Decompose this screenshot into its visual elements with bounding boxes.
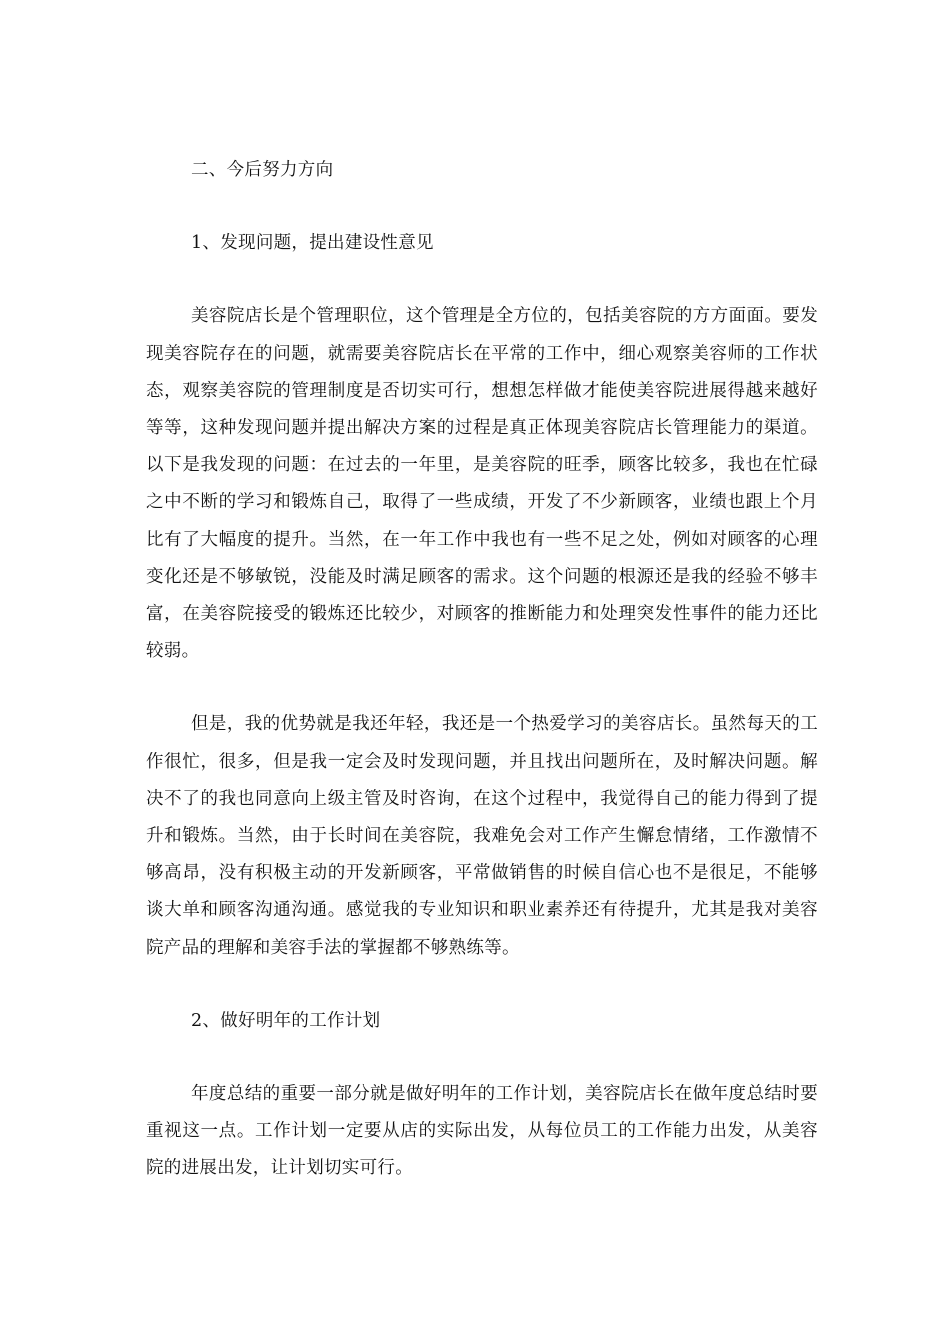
paragraph-annual-plan: 年度总结的重要一部分就是做好明年的工作计划，美容院店长在做年度总结时要重视这一点。工作计划一定要从店的实际出发，从每位员工的工作能力出发，从美容院的进展出发，让计划切实可行。	[146, 1084, 818, 1179]
paragraph-manager-role: 美容院店长是个管理职位，这个管理是全方位的，包括美容院的方方面面。要发现美容院存在的问题，就需要美容院店长在平常的工作中，细心观察美容师的工作状态，观察美容院的管理制度是否切实可行，想想怎样做才能使美容院进展得越来越好等等，这种发现问题并提出解决方案的过程是真正体现美容院店长管理能力的渠道。以下是我发现的问题：在过去的一年里，是美容院的旺季，顾客比较多，我也在忙碌之中不断的学习和锻炼自己，取得了一些成绩，开发了不少新顾客，业绩也跟上个月比有了大幅度的提升。当然，在一年工作中我也有一些不足之处，例如对顾客的心理变化还是不够敏锐，没能及时满足顾客的需求。这个问题的根源还是我的经验不够丰富，在美容院接受的锻炼还比较少，对顾客的推断能力和处理突发性事件的能力还比较弱。	[146, 306, 818, 662]
subheading-work-plan: 2、做好明年的工作计划	[191, 1010, 381, 1031]
paragraph-strengths-weaknesses: 但是，我的优势就是我还年轻，我还是一个热爱学习的美容店长。虽然每天的工作很忙，很多，但是我一定会及时发现问题，并且找出问题所在，及时解决问题。解决不了的我也同意向上级主管及时咨询，在这个过程中，我觉得自己的能力得到了提升和锻炼。当然，由于长时间在美容院，我难免会对工作产生懈怠情绪，工作激情不够高昂，没有积极主动的开发新顾客，平常做销售的时候自信心也不是很足，不能够谈大单和顾客沟通沟通。感觉我的专业知识和职业素养还有待提升，尤其是我对美容院产品的理解和美容手法的掌握都不够熟练等。	[146, 714, 818, 958]
subheading-find-problems: 1、发现问题，提出建设性意见	[191, 233, 434, 254]
section-title: 二、今后努力方向	[191, 160, 334, 180]
document-body	[146, 152, 818, 1188]
